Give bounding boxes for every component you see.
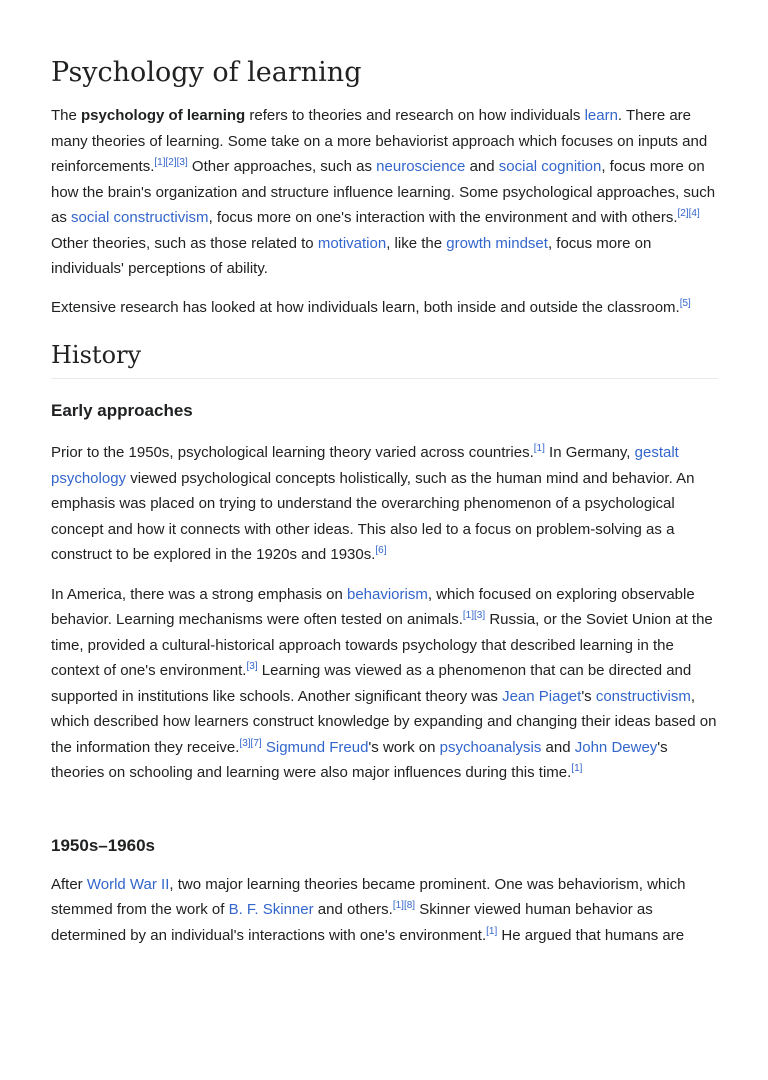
citation-ref[interactable]: [5]	[679, 297, 691, 309]
citation-ref[interactable]: [2][4]	[677, 208, 700, 219]
text: Extensive research has looked at how individuals learn, both inside and outside the classroom.	[51, 298, 680, 316]
text: 's work on	[368, 738, 440, 756]
intro-paragraph-2	[51, 295, 718, 321]
text: , focus more on individuals' perceptions of ability.	[51, 234, 652, 277]
link-john-dewey[interactable]: John Dewey	[574, 738, 658, 756]
link-sigmund-freud[interactable]: Sigmund Freud	[265, 738, 369, 756]
text: The	[51, 107, 82, 124]
text: , which described how learners construct knowledge by expanding and changing their ideas based on the information they receive.	[51, 687, 717, 756]
link-behaviorism[interactable]: behaviorism	[346, 585, 428, 603]
text: After	[51, 875, 87, 893]
text: . There are many theories of learning. Some take on a more behaviorist approach which focuses on inputs and reinforcements.	[51, 107, 708, 175]
text: , which focused on exploring observable behavior. Learning mechanisms were often tested on animals.	[51, 585, 695, 628]
text: , like the	[386, 234, 447, 252]
text: 's theories on schooling and learning were also major influences during this time.	[51, 738, 668, 781]
text: refers to theories and research on how individuals	[245, 107, 585, 124]
citation-ref[interactable]: [3]	[246, 661, 258, 672]
citation-ref[interactable]: [6]	[375, 545, 387, 556]
link-learn[interactable]: learn	[584, 107, 618, 124]
text: Prior to the 1950s, psychological learning theory varied across countries.	[51, 444, 534, 461]
link-growth-mindset[interactable]: growth mindset	[446, 234, 548, 252]
text: Other approaches, such as	[187, 158, 377, 175]
text: Skinner viewed human behavior as determined by an individual's interactions with one's environment.	[51, 901, 653, 944]
text: and	[541, 738, 575, 756]
citation-ref[interactable]: [3][7]	[239, 737, 262, 749]
citation-ref[interactable]: [1][8]	[392, 900, 416, 911]
link-constructivism[interactable]: constructivism	[595, 687, 691, 705]
bold-term: psychology of learning	[81, 107, 246, 124]
text: 's	[581, 687, 596, 705]
intro-paragraph-1	[51, 103, 718, 282]
text: , focus more on one's interaction with the environment and with others.	[208, 209, 678, 226]
section-heading-history: History	[51, 340, 718, 379]
citation-ref[interactable]: [1][3]	[462, 610, 486, 621]
early-paragraph-2	[51, 582, 718, 786]
text: In Germany,	[544, 444, 635, 461]
link-neuroscience[interactable]: neuroscience	[376, 158, 466, 175]
link-psychoanalysis[interactable]: psychoanalysis	[439, 738, 542, 756]
citation-ref[interactable]: [1][2][3]	[154, 157, 188, 168]
fifties-paragraph-1	[51, 872, 718, 949]
link-jean-piaget[interactable]: Jean Piaget	[502, 687, 582, 705]
link-bf-skinner[interactable]: B. F. Skinner	[228, 901, 314, 918]
citation-ref[interactable]: [1]	[571, 763, 583, 774]
text: , focus more on how the brain's organization and structure influence learning. Some psychological approaches, such as	[51, 158, 716, 226]
link-social-cognition[interactable]: social cognition	[498, 158, 602, 175]
link-social-constructivism[interactable]: social constructivism	[71, 209, 209, 226]
citation-ref[interactable]: [1]	[486, 925, 498, 937]
article-page	[0, 56, 768, 948]
link-gestalt-psychology[interactable]: gestalt psychology	[51, 444, 679, 487]
text: and others.	[313, 901, 393, 918]
text: , two major learning theories became prominent. One was behaviorism, which stemmed from the work of	[51, 875, 686, 918]
early-paragraph-1	[51, 440, 718, 568]
link-world-war-ii[interactable]: World War II	[86, 875, 170, 893]
text: Russia, or the Soviet Union at the time, provided a cultural-historical approach towards psychology that described learning in the context of one's environment.	[51, 611, 713, 679]
text: He argued that humans are	[497, 926, 685, 944]
text: Other theories, such as those related to	[51, 234, 318, 252]
page-title: Psychology of learning	[51, 57, 362, 88]
text: In America, there was a strong emphasis on	[51, 585, 347, 603]
text: and	[465, 158, 499, 175]
text: Learning was viewed as a phenomenon that can be directed and supported in institutions like schools. Another significant theory was	[51, 662, 692, 705]
link-motivation[interactable]: motivation	[317, 234, 387, 252]
subsection-heading-1950s-1960s: 1950s–1960s	[51, 835, 156, 855]
subsection-heading-early-approaches: Early approaches	[51, 401, 193, 420]
text: viewed psychological concepts holistically, such as the human mind and behavior. An emphasis was placed on trying to understand the overarching phenomenon of a psychological concept and how it connects with other ideas. This also led to a focus on problem-solving as a construct to be explored in the 1920s and 1930s.	[51, 469, 695, 563]
citation-ref[interactable]: [1]	[533, 443, 545, 454]
